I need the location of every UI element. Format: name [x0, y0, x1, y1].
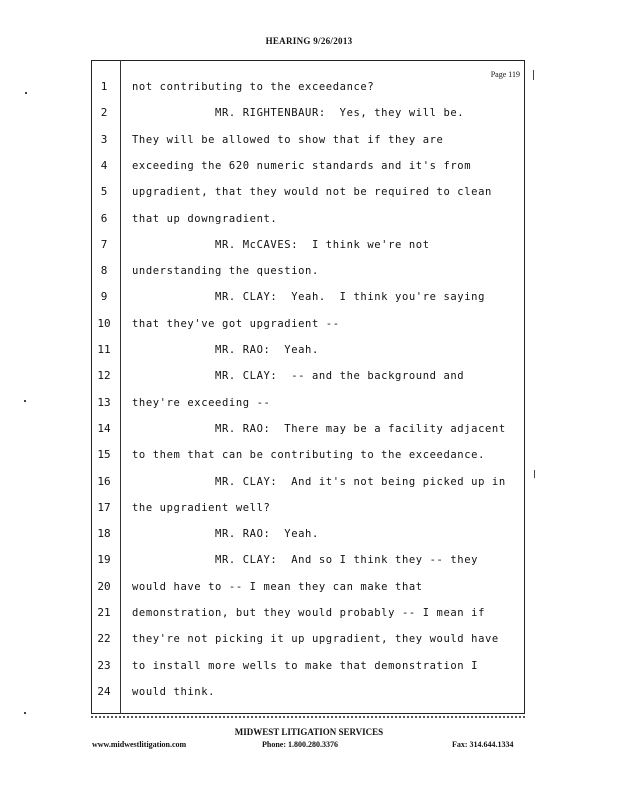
scan-artifact-border	[91, 712, 525, 718]
line-text: to install more wells to make that demonstration I	[132, 659, 479, 672]
scan-speck	[25, 92, 27, 94]
line-text: MR. RIGHTENBAUR: Yes, they will be.	[132, 107, 465, 120]
line-number: 15	[97, 448, 111, 462]
scan-speck	[24, 712, 26, 714]
line-text: would think.	[132, 685, 216, 698]
line-number: 12	[97, 369, 111, 383]
line-text: MR. CLAY: And it's not being picked up in	[132, 475, 506, 488]
line-text: upgradient, that they would not be required to clean	[132, 186, 492, 199]
line-number: 9	[100, 290, 108, 304]
footer-fax: Fax: 314.644.1334	[452, 740, 514, 749]
line-number: 22	[97, 632, 111, 646]
line-text: that they've got upgradient --	[132, 317, 340, 330]
line-number: 19	[97, 553, 111, 567]
scan-speck	[24, 400, 26, 402]
line-number: 24	[97, 684, 111, 698]
line-number: 4	[100, 158, 108, 172]
line-text: they're exceeding --	[132, 396, 271, 409]
line-text: demonstration, but they would probably -- I mean if	[132, 607, 485, 619]
footer-phone: Phone: 1.800.280.3376	[262, 740, 338, 749]
line-number: 10	[97, 316, 111, 330]
line-text: MR. RAO: There may be a facility adjacent	[132, 422, 506, 435]
line-number-divider	[120, 60, 121, 714]
page-number: Page 119	[490, 70, 520, 79]
line-number: 20	[97, 579, 111, 593]
line-text: MR. CLAY: -- and the background and	[132, 370, 465, 383]
line-number: 2	[100, 106, 108, 120]
line-text: MR. RAO: Yeah.	[132, 344, 319, 356]
line-number: 17	[97, 500, 111, 514]
line-number: 21	[97, 606, 111, 619]
line-number: 11	[97, 343, 111, 356]
line-number: 14	[97, 421, 111, 435]
line-number: 18	[97, 527, 111, 541]
line-text: to them that can be contributing to the exceedance.	[132, 449, 485, 462]
line-text: They will be allowed to show that if they are	[132, 133, 444, 146]
line-number: 16	[97, 474, 111, 488]
line-number: 23	[97, 658, 111, 672]
line-number: 5	[100, 185, 108, 199]
scan-speck	[533, 70, 534, 80]
line-text: the upgradient well?	[132, 501, 271, 514]
line-text: not contributing to the exceedance?	[132, 81, 375, 93]
line-text: they're not picking it up upgradient, they would have	[132, 633, 499, 646]
line-number: 7	[100, 237, 108, 251]
line-text: that up downgradient.	[132, 212, 278, 225]
line-number: 1	[100, 80, 108, 93]
line-number: 13	[97, 395, 111, 409]
footer-website: www.midwestlitigation.com	[92, 740, 187, 749]
line-text: exceeding the 620 numeric standards and it's from	[132, 159, 472, 172]
line-text: MR. CLAY: Yeah. I think you're saying	[132, 291, 485, 304]
line-number: 6	[100, 211, 108, 225]
scan-speck	[534, 470, 535, 478]
line-text: understanding the question.	[132, 265, 319, 278]
footer-company: MIDWEST LITIGATION SERVICES	[234, 727, 384, 737]
line-number: 3	[100, 132, 108, 146]
document-header: HEARING 9/26/2013	[265, 36, 353, 46]
line-number: 8	[100, 264, 108, 278]
line-text: MR. RAO: Yeah.	[132, 528, 319, 541]
line-text: would have to -- I mean they can make that	[132, 580, 423, 593]
line-text: MR. McCAVES: I think we're not	[132, 238, 430, 251]
line-text: MR. CLAY: And so I think they -- they	[132, 554, 479, 567]
